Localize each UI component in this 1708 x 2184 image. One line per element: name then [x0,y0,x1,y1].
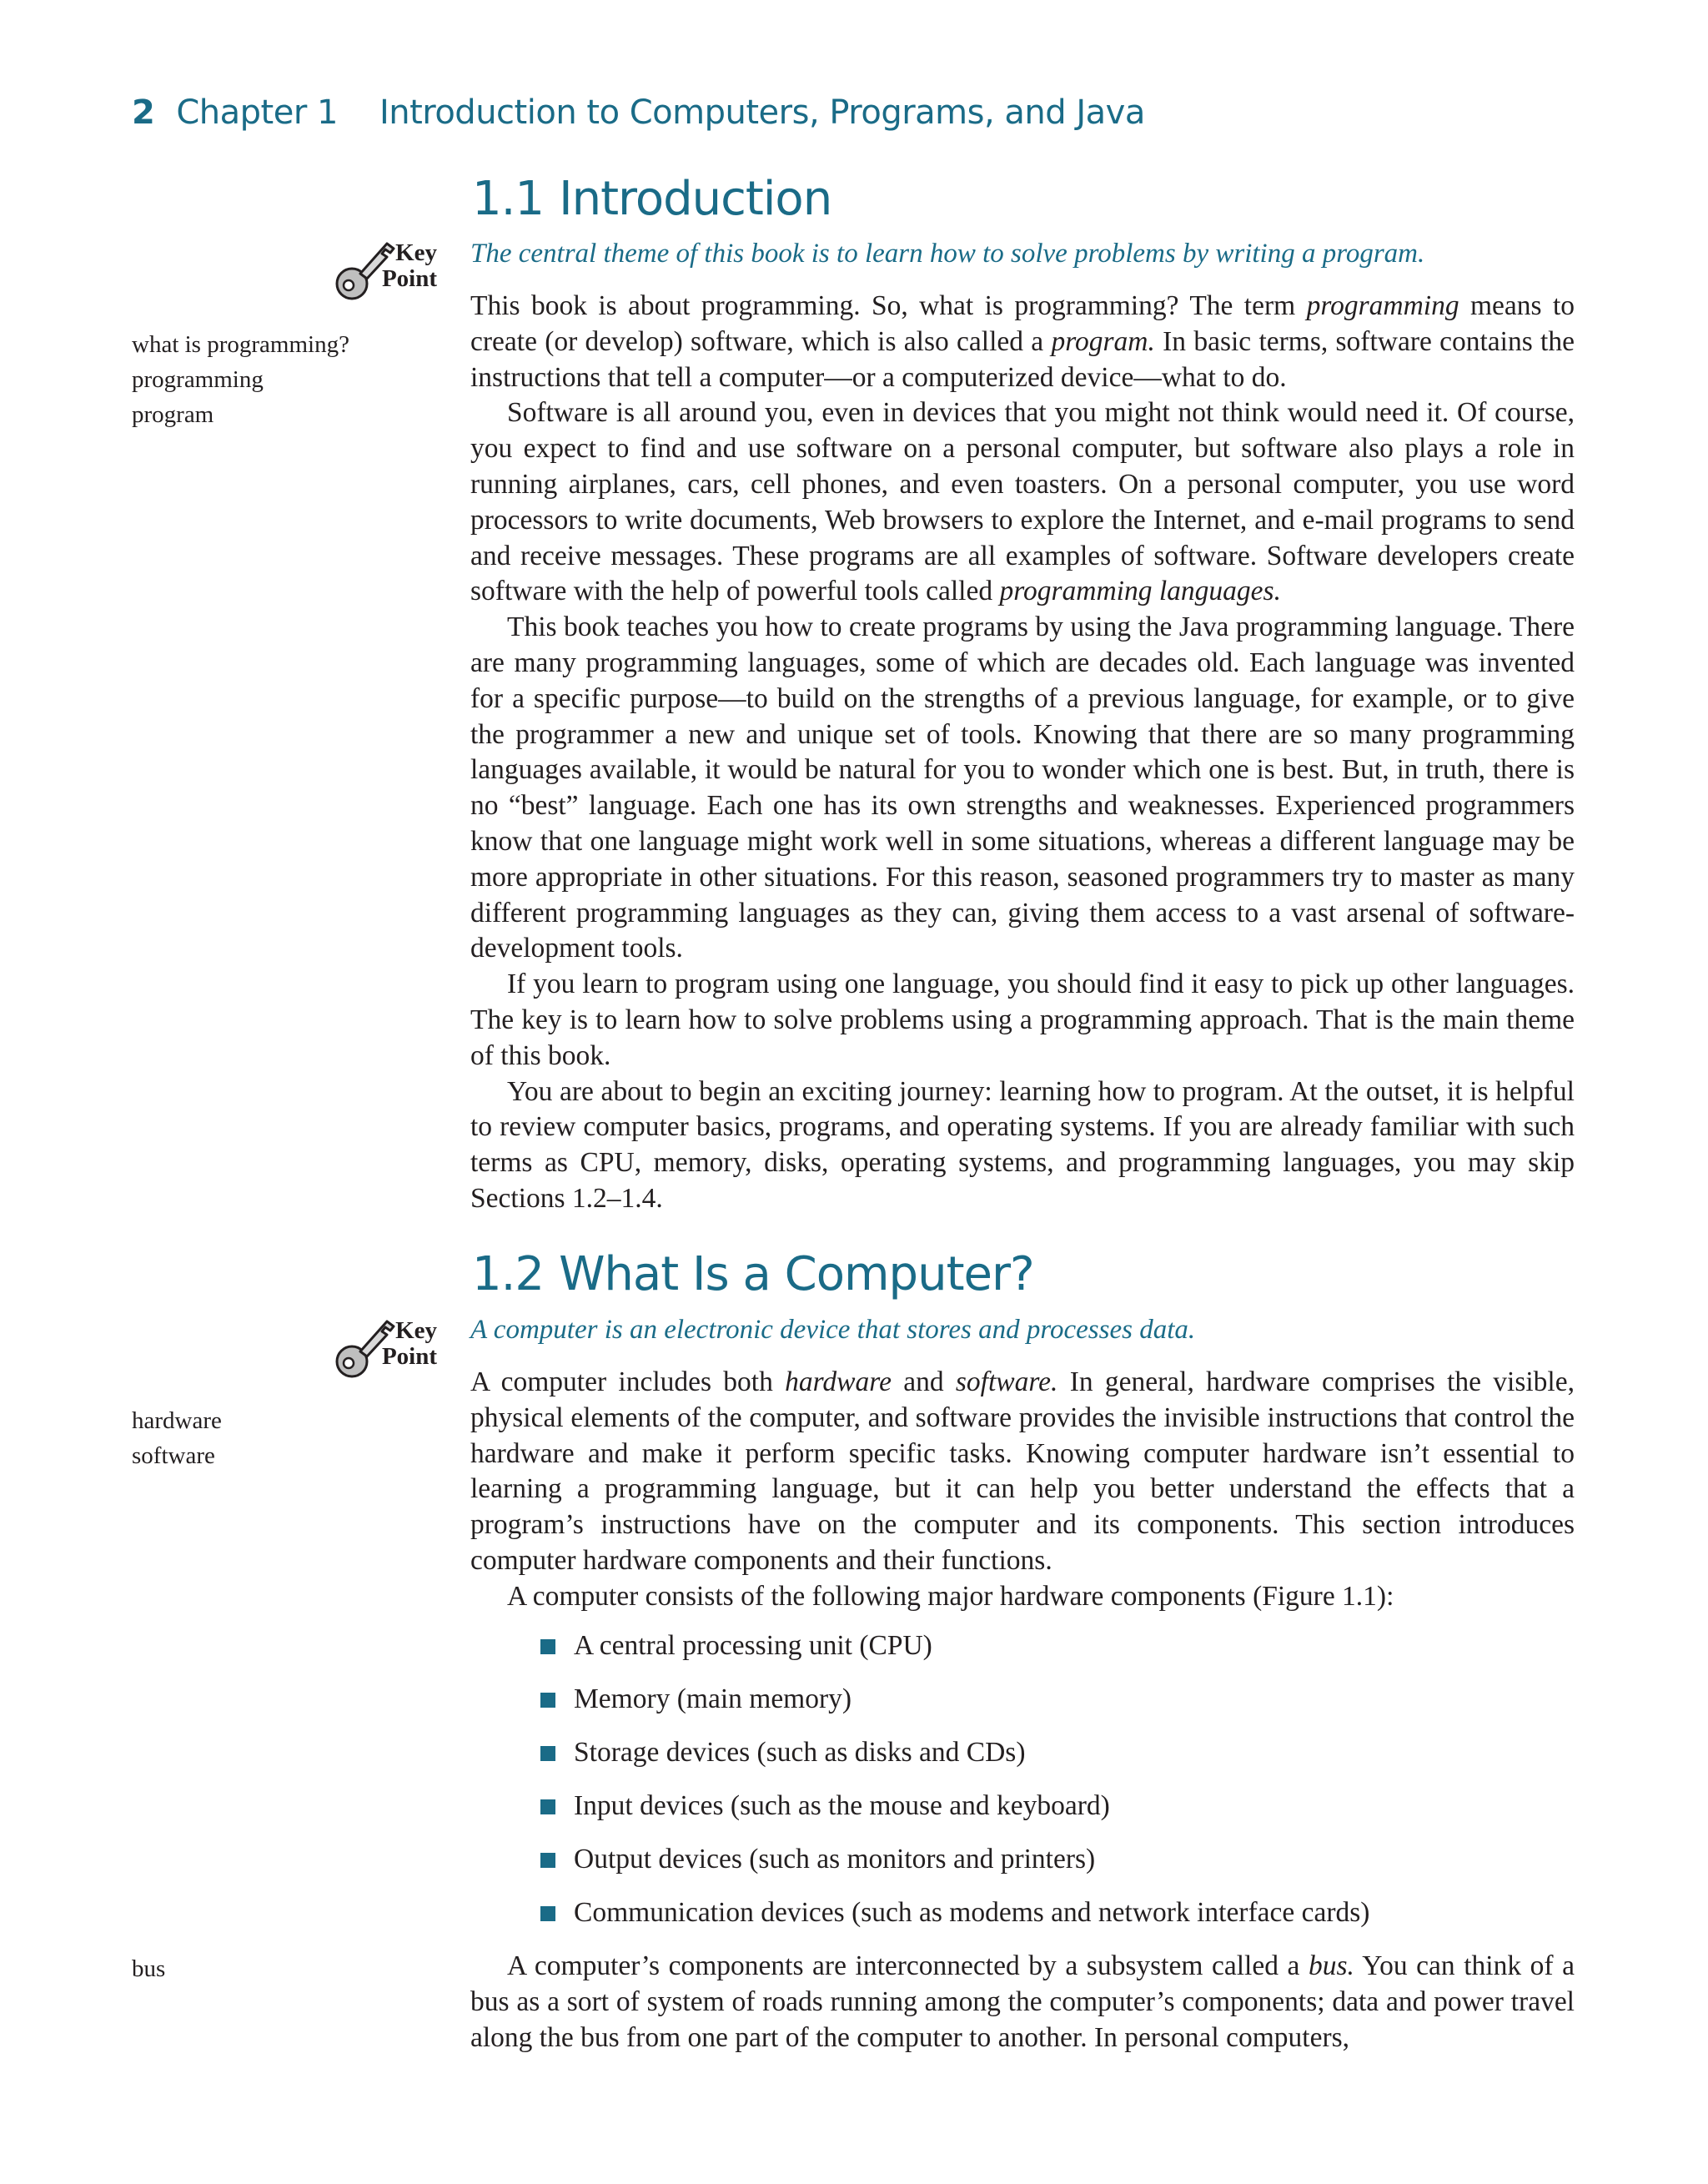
key-point-marker [332,1315,440,1381]
list-item: A central processing unit (CPU) [540,1628,1369,1682]
section-title-1-2 [472,1247,1034,1301]
key-point-text-1-2: A computer is an electronic device that stores and processes data. [470,1315,1196,1345]
emphasized-term: software. [955,1366,1058,1397]
key-point-label: Key Point [381,239,437,292]
section-number: 1.2 [472,1247,545,1301]
section-1-2-body-continued [470,1949,1575,2056]
section-title-text: Introduction [559,172,832,226]
paragraph: A computer consists of the following major hardware components (Figure 1.1): [507,1580,1394,1612]
emphasized-term: program. [1051,325,1155,357]
margin-term: software [132,1442,215,1469]
chapter-label: Chapter 1 [176,93,338,132]
list-item: Storage devices (such as disks and CDs) [540,1735,1369,1789]
list-item: Memory (main memory) [540,1682,1369,1735]
bullet-square-icon [540,1799,555,1814]
paragraph: You are about to begin an exciting journey: learning how to program. At the outset, it is helpful to review computer basics, programs, and operating systems. If you are already familiar with such terms as CPU, memory, disks, operating systems, and programming languages, you may skip Sections 1.2–1.4. [470,1075,1575,1214]
bullet-square-icon [540,1693,555,1708]
paragraph: If you learn to program using one language, you should find it easy to pick up other languages. The key is to learn how to solve problems using a programming approach. That is the main theme of this book. [470,969,1575,1071]
section-1-1-body [470,289,1575,1217]
key-point-label: Key Point [381,1317,437,1370]
list-item: Communication devices (such as modems and network interface cards) [540,1895,1369,1949]
margin-term: bus [132,1955,166,1982]
section-number: 1.1 [472,172,545,226]
paragraph: This book teaches you how to create programs by using the Java programming language. There are many programming languages, some of which are decades old. Each language was invented for a specific purpose—to build on the strengths of a previous language, for example, or to give the programmer a new and unique set of tools. Knowing that there are so many programming languages available, it would be natural for you to wonder which one is best. But, in truth, there is no “best” language. Each one has its own strengths and weaknesses. Experienced programmers know that one language might work well in some situations, whereas a different language may be more appropriate in other situations. For this reason, seasoned programmers try to master as many different programming languages as they can, giving them access to a vast arsenal of software-development tools. [470,611,1575,964]
margin-term: programming [132,366,264,393]
bullet-square-icon [540,1853,555,1868]
hardware-components-list [540,1628,1369,1949]
bullet-square-icon [540,1746,555,1761]
paragraph: This book is about programming. So, what is programming? The term programming means to create (or develop) software, which is also called a program. In basic terms, software contains the instructions that tell a computer—or a computerized device—what to do. [470,290,1575,393]
paragraph: A computer includes both hardware and software. In general, hardware comprises the visible, physical elements of the computer, and software provides the invisible instructions that control the hardware and make it perform specific tasks. Knowing computer hardware isn’t essential to learning a programming language, but it can help you better understand the effects that a program’s instructions have on the computer and its components. This section introduces computer hardware components and their functions. [470,1366,1575,1576]
emphasized-term: hardware [785,1366,892,1397]
bullet-square-icon [540,1906,555,1921]
bullet-square-icon [540,1639,555,1654]
emphasized-term: programming languages. [999,576,1281,607]
key-point-marker [332,237,440,304]
section-title-1-1 [472,172,831,226]
emphasized-term: bus. [1308,1950,1354,1981]
paragraph: Software is all around you, even in devices that you might not think would need it. Of course, you expect to find and use software on a personal computer, but software also plays a role in running airplanes, cars, cell phones, and even toasters. On a personal computer, you use word processors to write documents, Web browsers to explore the Internet, and e-mail programs to send and receive messages. These programs are all examples of software. Software developers create software with the help of powerful tools called programming languages. [470,397,1575,607]
key-point-text-1-1: The central theme of this book is to learn how to solve problems by writing a program. [470,239,1425,269]
section-1-2-body [470,1365,1575,1615]
margin-term: hardware [132,1407,222,1434]
list-item: Input devices (such as the mouse and keyboard) [540,1789,1369,1842]
list-item: Output devices (such as monitors and printers) [540,1842,1369,1895]
chapter-title: Introduction to Computers, Programs, and Java [379,93,1145,132]
paragraph: A computer’s components are interconnected by a subsystem called a bus. You can think of a bus as a sort of system of roads running among the computer’s components; data and power travel along the bus from one part of the computer to another. In personal computers, [470,1950,1575,2053]
margin-term: program [132,401,214,428]
emphasized-term: programming [1306,290,1459,321]
running-head [132,93,1145,132]
page-number: 2 [132,93,155,132]
section-title-text: What Is a Computer? [559,1247,1034,1301]
margin-term: what is programming? [132,331,349,358]
